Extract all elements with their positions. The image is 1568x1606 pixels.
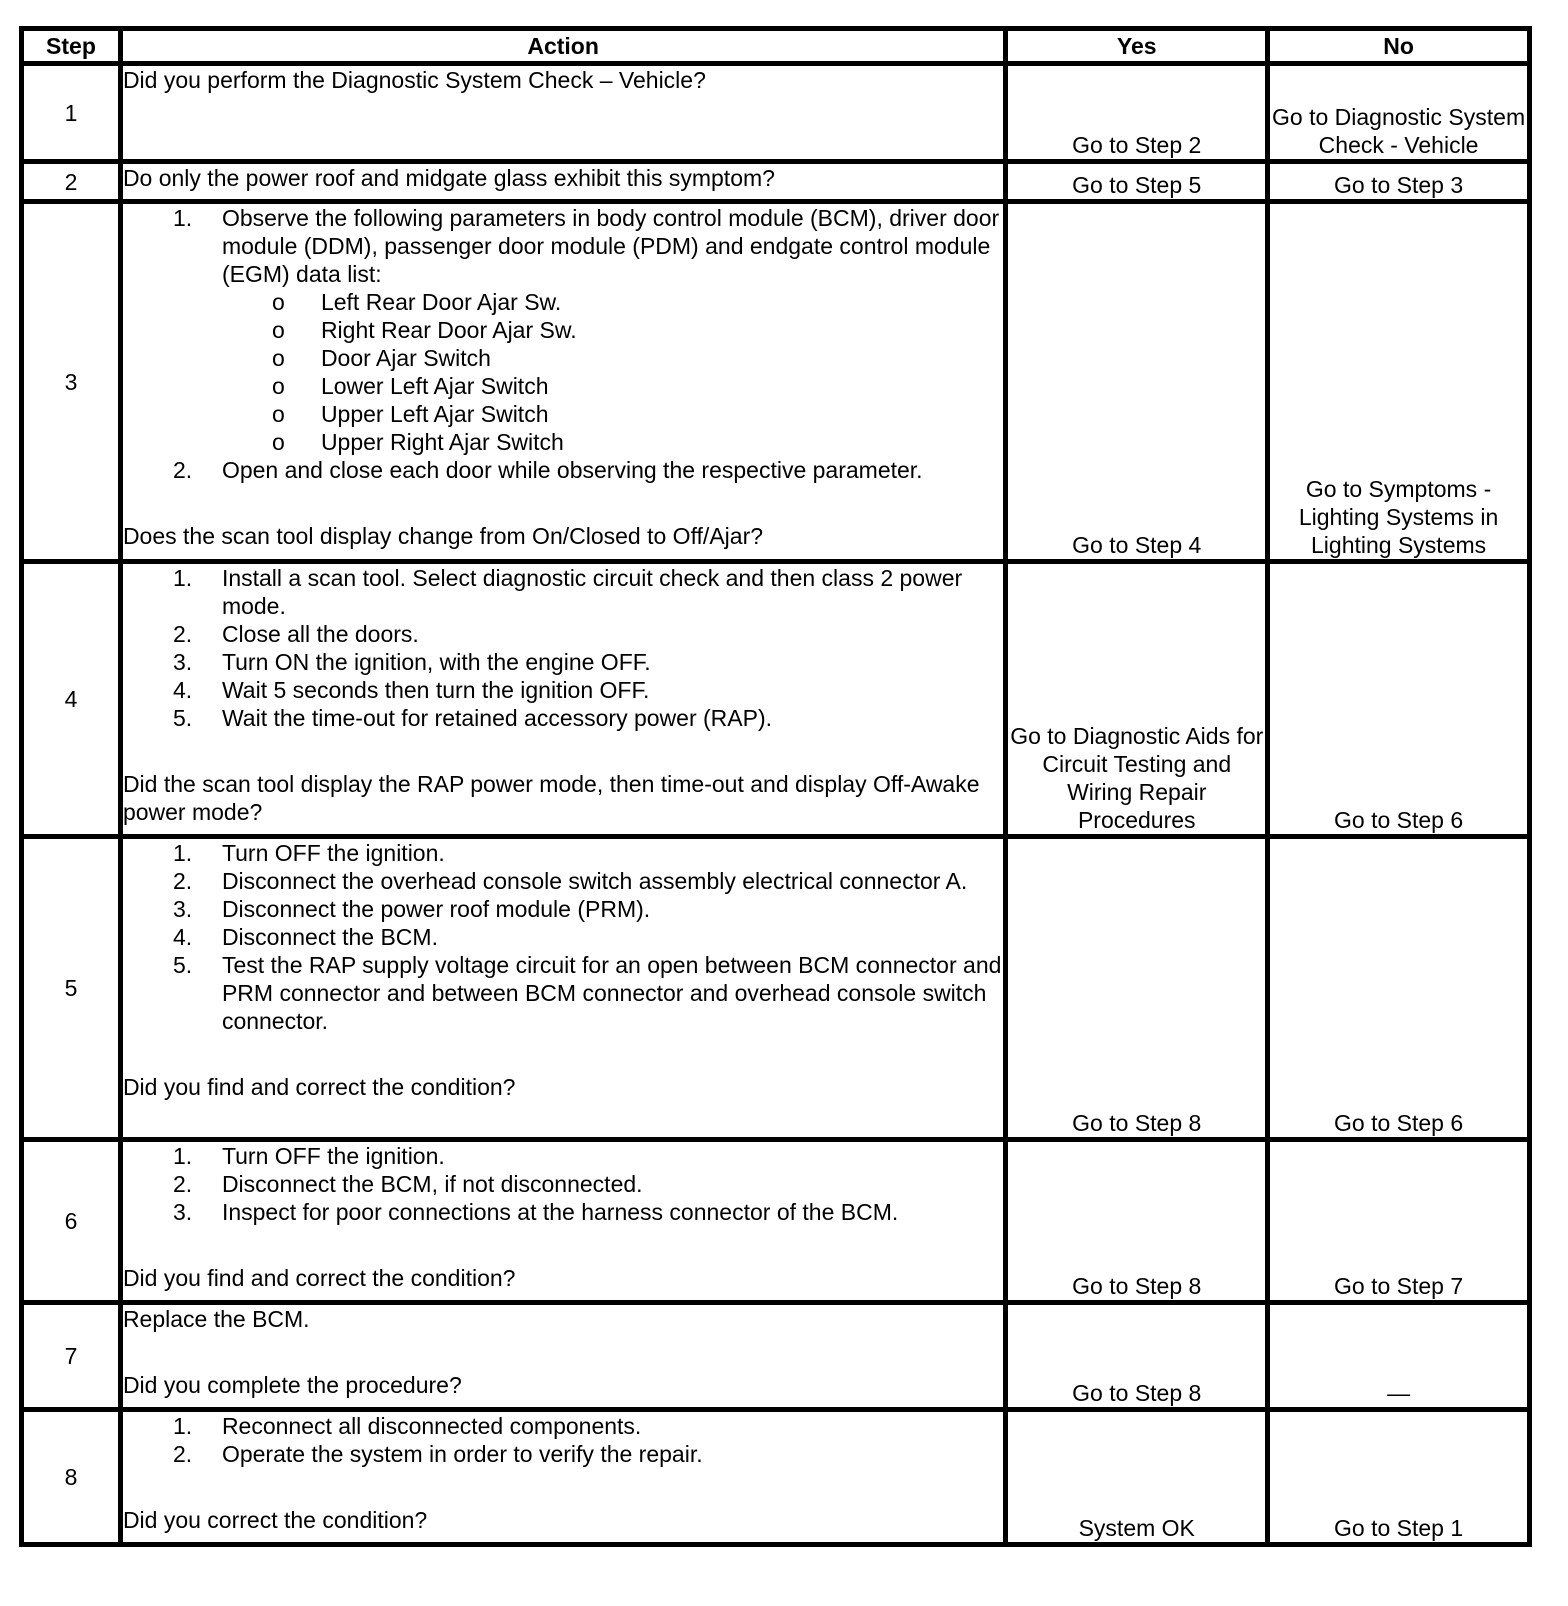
table-row	[22, 837, 1530, 1140]
step-number: 4	[22, 562, 121, 837]
step-question: Did you complete the procedure?	[122, 1372, 462, 1398]
table-row	[22, 162, 1530, 202]
action-cell	[120, 1140, 1005, 1303]
yes-result: Go to Step 8	[1006, 1303, 1268, 1410]
step-question: Did you find and correct the condition?	[122, 1074, 516, 1100]
parameter-item: o Right Rear Door Ajar Sw.	[271, 317, 577, 343]
step-lead: Replace the BCM.	[122, 1306, 310, 1332]
yes-result: Go to Step 8	[1006, 837, 1268, 1140]
no-result: Go to Step 7	[1268, 1140, 1530, 1303]
table-row	[22, 562, 1530, 837]
header-step: Step	[22, 29, 121, 64]
no-result: Go to Symptoms - Lighting Systems in Lighting Systems	[1268, 202, 1530, 562]
table-row	[22, 1410, 1530, 1545]
procedure-item: 2. Disconnect the overhead console switch assembly electrical connector A.	[172, 868, 968, 894]
procedure-item: 4. Disconnect the BCM.	[172, 924, 438, 950]
yes-result: Go to Step 2	[1006, 64, 1268, 162]
step-question: Do only the power roof and midgate glass exhibit this symptom?	[122, 165, 775, 191]
procedure-list	[123, 204, 1003, 484]
action-cell	[120, 202, 1005, 562]
parameter-item: o Left Rear Door Ajar Sw.	[271, 289, 562, 315]
no-result: Go to Step 1	[1268, 1410, 1530, 1545]
procedure-item: 1. Turn OFF the ignition.	[172, 840, 445, 866]
diagnostic-table	[19, 26, 1532, 1547]
action-cell	[120, 837, 1005, 1140]
action-cell	[120, 64, 1005, 162]
procedure-list	[123, 839, 1003, 1035]
header-yes: Yes	[1006, 29, 1268, 64]
header-no: No	[1268, 29, 1530, 64]
parameter-item: o Lower Left Ajar Switch	[271, 373, 549, 399]
table-row	[22, 202, 1530, 562]
yes-result: Go to Step 5	[1006, 162, 1268, 202]
parameter-item: o Upper Left Ajar Switch	[271, 401, 549, 427]
procedure-list	[123, 564, 1003, 732]
procedure-item: 3. Turn ON the ignition, with the engine OFF.	[172, 649, 651, 675]
step-number: 5	[22, 837, 121, 1140]
procedure-item: 1. Install a scan tool. Select diagnostic circuit check and then class 2 power mode.	[172, 565, 963, 619]
no-result: Go to Step 6	[1268, 562, 1530, 837]
step-question: Did you find and correct the condition?	[122, 1265, 516, 1291]
step-number: 2	[22, 162, 121, 202]
step-question: Did the scan tool display the RAP power mode, then time-out and display Off-Awake power mode?	[122, 771, 980, 825]
yes-result: Go to Step 8	[1006, 1140, 1268, 1303]
no-result: —	[1268, 1303, 1530, 1410]
step-number: 3	[22, 202, 121, 562]
procedure-item: 3. Inspect for poor connections at the harness connector of the BCM.	[172, 1199, 899, 1225]
action-cell	[120, 1303, 1005, 1410]
no-result: Go to Step 3	[1268, 162, 1530, 202]
parameter-item: o Upper Right Ajar Switch	[271, 429, 564, 455]
no-result: Go to Step 6	[1268, 837, 1530, 1140]
procedure-item: 1. Reconnect all disconnected components.	[172, 1413, 642, 1439]
yes-result: Go to Diagnostic Aids for Circuit Testing and Wiring Repair Procedures	[1006, 562, 1268, 837]
action-cell	[120, 562, 1005, 837]
step-question: Did you perform the Diagnostic System Check – Vehicle?	[122, 67, 706, 93]
procedure-item: 2. Open and close each door while observing the respective parameter.	[172, 457, 923, 483]
step-question: Does the scan tool display change from On/Closed to Off/Ajar?	[122, 523, 764, 549]
action-cell	[120, 162, 1005, 202]
step-number: 7	[22, 1303, 121, 1410]
procedure-item: 4. Wait 5 seconds then turn the ignition OFF.	[172, 677, 650, 703]
no-result: Go to Diagnostic System Check - Vehicle	[1268, 64, 1530, 162]
yes-result: System OK	[1006, 1410, 1268, 1545]
procedure-item: 5. Test the RAP supply voltage circuit for an open between BCM connector and PRM connector and between BCM connector and overhead console switch connector.	[172, 952, 1002, 1034]
yes-result: Go to Step 4	[1006, 202, 1268, 562]
step-question: Did you correct the condition?	[122, 1507, 428, 1533]
step-number: 1	[22, 64, 121, 162]
procedure-item: 1. Turn OFF the ignition.	[172, 1143, 445, 1169]
table-row	[22, 1140, 1530, 1303]
parameter-item: o Door Ajar Switch	[271, 345, 491, 371]
procedure-list	[123, 1412, 1003, 1468]
step-number: 8	[22, 1410, 121, 1545]
parameter-list	[222, 288, 1003, 456]
procedure-item: 2. Operate the system in order to verify the repair.	[172, 1441, 703, 1467]
procedure-item: 2. Disconnect the BCM, if not disconnected.	[172, 1171, 643, 1197]
header-action: Action	[120, 29, 1005, 64]
table-row	[22, 64, 1530, 162]
procedure-item: 1. Observe the following parameters in body control module (BCM), driver door module (DDM), passenger door module (PDM) and endgate control module (EGM) data list: o Left Rear Door Ajar Sw. o Right Rear Door Ajar Sw. o Door Ajar Switch o Lower Left Ajar Switch o Upper Left Ajar Switch o Upper Right Ajar Switch	[123, 204, 1003, 456]
procedure-item: 5. Wait the time-out for retained accessory power (RAP).	[172, 705, 773, 731]
procedure-list	[123, 1142, 1003, 1226]
header-row	[22, 29, 1530, 64]
action-cell	[120, 1410, 1005, 1545]
step-number: 6	[22, 1140, 121, 1303]
procedure-item: 3. Disconnect the power roof module (PRM).	[172, 896, 651, 922]
procedure-item: 2. Close all the doors.	[172, 621, 419, 647]
table-row	[22, 1303, 1530, 1410]
